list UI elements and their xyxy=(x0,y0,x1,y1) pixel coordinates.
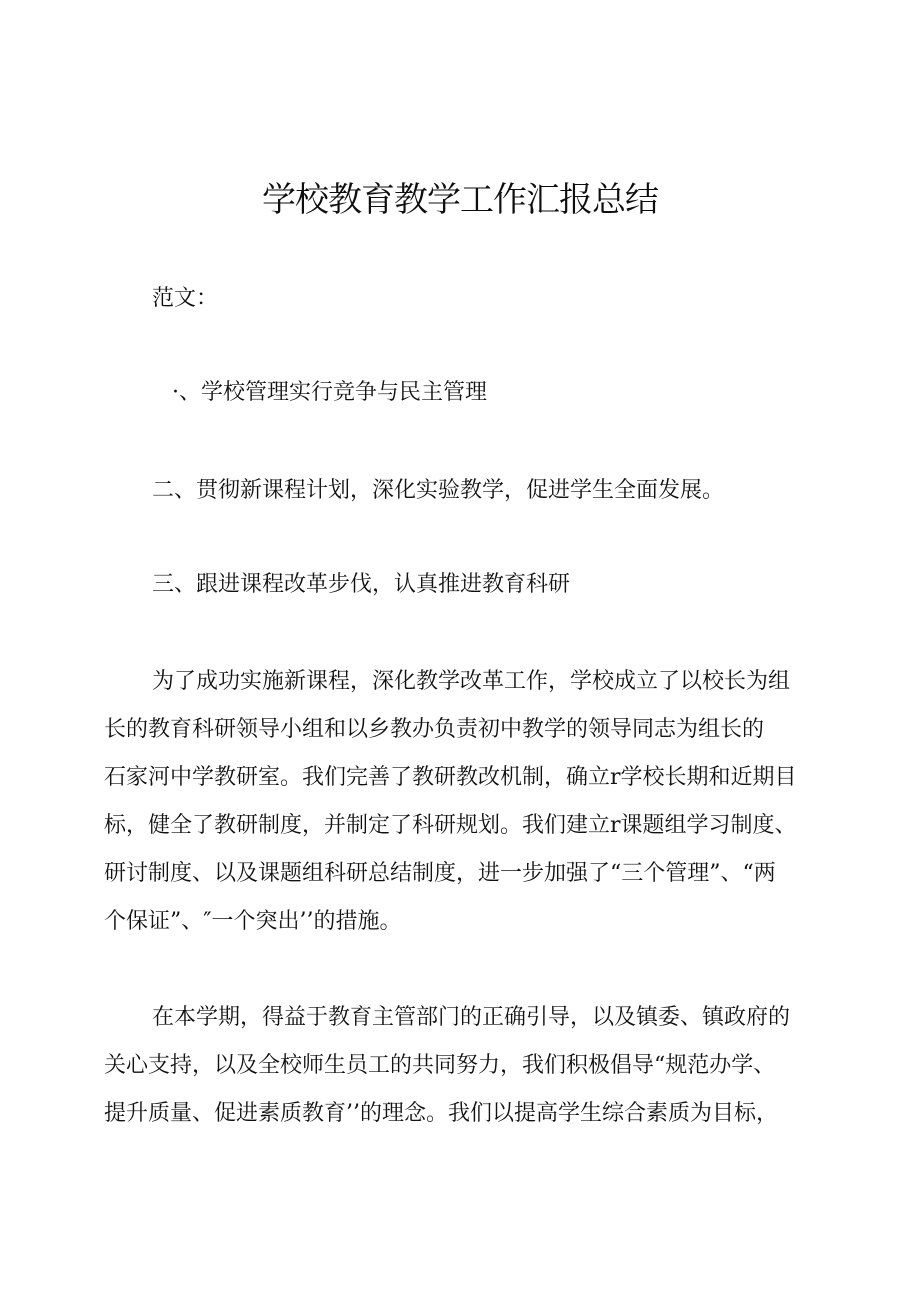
paragraph-line: 为了成功实施新课程，深化教学改革工作，学校成立了以校长为组 xyxy=(152,669,791,694)
document-title: 学校教育教学工作汇报总结 xyxy=(262,180,658,220)
paragraph-line: 在本学期，得益于教育主管部门的正确引导，以及镇委、镇政府的 xyxy=(152,1005,791,1030)
paragraph-line: 研讨制度、以及课题组科研总结制度，进一步加强了“三个管理”、“两 xyxy=(104,861,776,886)
sample-label: 范文： xyxy=(152,286,219,311)
heading-2: 二、贯彻新课程计划，深化实验教学，促进学生全面发展。 xyxy=(152,478,725,503)
heading-3: 三、跟进课程改革步伐，认真推进教育科研 xyxy=(152,572,571,597)
paragraph-line: 石家河中学教研室。我们完善了教研教改机制，确立r学校长期和近期目 xyxy=(104,765,797,790)
paragraph-line: 长的教育科研领导小组和以乡教办负责初中教学的领导同志为组长的 xyxy=(104,717,765,742)
paragraph-semester xyxy=(104,994,824,1138)
heading-1: ·、学校管理实行竞争与民主管理 xyxy=(172,380,487,405)
paragraph-line: 标，健全了教研制度，并制定了科研规划。我们建立r课题组学习制度、 xyxy=(104,813,797,838)
paragraph-line: 关心支持，以及全校师生员工的共同努力，我们积极倡导“规范办学、 xyxy=(104,1053,776,1078)
paragraph-line: 提升质量、促进素质教育’’的理念。我们以提高学生综合素质为目标， xyxy=(104,1101,778,1126)
paragraph-line: 个保证”、″一个突出’’的措施。 xyxy=(104,909,402,934)
paragraph-research xyxy=(104,658,824,946)
